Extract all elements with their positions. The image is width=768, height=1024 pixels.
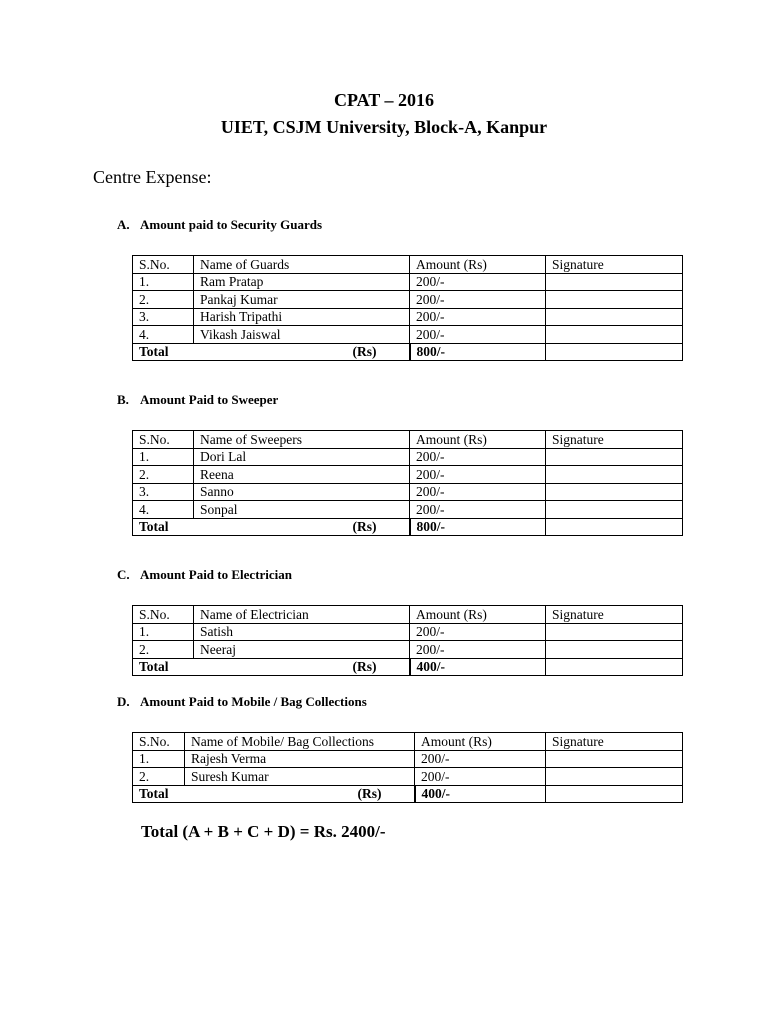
table-header-row <box>133 733 683 751</box>
total-label-cell <box>133 343 410 361</box>
sno-cell: 4. <box>133 501 194 519</box>
signature-cell <box>546 785 683 803</box>
amount-cell: 200/- <box>410 273 546 291</box>
column-header: Signature <box>546 431 683 449</box>
column-header: Name of Mobile/ Bag Collections <box>185 733 415 751</box>
table-header-row <box>133 256 683 274</box>
name-cell: Neeraj <box>194 641 410 659</box>
table-row <box>133 291 683 309</box>
table-row <box>133 501 683 519</box>
amount-cell: 200/- <box>410 326 546 344</box>
table-row <box>133 768 683 786</box>
sno-cell: 3. <box>133 308 194 326</box>
table-row <box>133 448 683 466</box>
section-c-heading <box>117 567 292 583</box>
amount-cell: 200/- <box>415 768 546 786</box>
sno-cell: 1. <box>133 273 194 291</box>
total-unit: (Rs) <box>352 343 377 359</box>
table-header-row <box>133 606 683 624</box>
signature-cell <box>546 273 683 291</box>
section-letter: C. <box>117 567 130 582</box>
name-cell: Sanno <box>194 483 410 501</box>
amount-cell: 200/- <box>415 750 546 768</box>
document-subtitle: UIET, CSJM University, Block-A, Kanpur <box>220 117 548 137</box>
signature-cell <box>546 343 683 361</box>
signature-cell <box>546 448 683 466</box>
name-cell: Harish Tripathi <box>194 308 410 326</box>
signature-cell <box>546 750 683 768</box>
column-header: Signature <box>546 256 683 274</box>
security-guards-table <box>132 255 683 361</box>
column-header: S.No. <box>133 606 194 624</box>
column-header: Amount (Rs) <box>410 431 546 449</box>
total-label-cell <box>133 785 415 803</box>
name-cell: Ram Pratap <box>194 273 410 291</box>
total-amount: 400/- <box>410 658 546 676</box>
total-row <box>133 343 683 361</box>
column-header: Name of Guards <box>194 256 410 274</box>
column-header: Amount (Rs) <box>410 606 546 624</box>
section-title: Amount paid to Security Guards <box>140 217 323 232</box>
amount-cell: 200/- <box>410 466 546 484</box>
section-title: Amount Paid to Sweeper <box>140 392 279 407</box>
column-header: S.No. <box>133 431 194 449</box>
sno-cell: 2. <box>133 466 194 484</box>
electrician-table <box>132 605 683 676</box>
signature-cell <box>546 326 683 344</box>
amount-cell: 200/- <box>410 308 546 326</box>
section-letter: D. <box>117 694 130 709</box>
sno-cell: 1. <box>133 750 185 768</box>
column-header: Signature <box>546 606 683 624</box>
total-amount: 800/- <box>410 518 546 536</box>
name-cell: Vikash Jaiswal <box>194 326 410 344</box>
section-letter: A. <box>117 217 130 232</box>
total-label-cell <box>133 518 410 536</box>
signature-cell <box>546 483 683 501</box>
signature-cell <box>546 308 683 326</box>
table-row <box>133 466 683 484</box>
column-header: S.No. <box>133 733 185 751</box>
column-header: Amount (Rs) <box>410 256 546 274</box>
sno-cell: 1. <box>133 448 194 466</box>
amount-cell: 200/- <box>410 483 546 501</box>
sweepers-table <box>132 430 683 536</box>
total-row <box>133 658 683 676</box>
signature-cell <box>546 768 683 786</box>
signature-cell <box>546 518 683 536</box>
table-row <box>133 623 683 641</box>
name-cell: Reena <box>194 466 410 484</box>
total-row <box>133 518 683 536</box>
mobile-bag-collections-table <box>132 732 683 803</box>
table-header-row <box>133 431 683 449</box>
table-row <box>133 750 683 768</box>
column-header: Signature <box>546 733 683 751</box>
total-amount: 800/- <box>410 343 546 361</box>
total-amount: 400/- <box>415 785 546 803</box>
signature-cell <box>546 466 683 484</box>
sno-cell: 3. <box>133 483 194 501</box>
name-cell: Rajesh Verma <box>185 750 415 768</box>
amount-cell: 200/- <box>410 501 546 519</box>
centre-expense-label: Centre Expense: <box>93 167 212 187</box>
sno-cell: 1. <box>133 623 194 641</box>
total-label: Total <box>139 344 169 360</box>
amount-cell: 200/- <box>410 641 546 659</box>
total-unit: (Rs) <box>352 518 377 534</box>
amount-cell: 200/- <box>410 448 546 466</box>
total-unit: (Rs) <box>352 658 377 674</box>
name-cell: Pankaj Kumar <box>194 291 410 309</box>
column-header: S.No. <box>133 256 194 274</box>
section-title: Amount Paid to Mobile / Bag Collections <box>140 694 367 709</box>
sno-cell: 2. <box>133 641 194 659</box>
name-cell: Sonpal <box>194 501 410 519</box>
column-header: Amount (Rs) <box>415 733 546 751</box>
table-row <box>133 641 683 659</box>
signature-cell <box>546 291 683 309</box>
table-row <box>133 308 683 326</box>
column-header: Name of Electrician <box>194 606 410 624</box>
section-d-heading <box>117 694 367 710</box>
sno-cell: 4. <box>133 326 194 344</box>
signature-cell <box>546 658 683 676</box>
column-header: Name of Sweepers <box>194 431 410 449</box>
name-cell: Dori Lal <box>194 448 410 466</box>
total-label: Total <box>139 659 169 675</box>
total-row <box>133 785 683 803</box>
name-cell: Satish <box>194 623 410 641</box>
section-title: Amount Paid to Electrician <box>140 567 293 582</box>
total-label: Total <box>139 519 169 535</box>
total-unit: (Rs) <box>357 785 382 801</box>
signature-cell <box>546 501 683 519</box>
table-row <box>133 326 683 344</box>
table-row <box>133 483 683 501</box>
signature-cell <box>546 641 683 659</box>
total-label: Total <box>139 786 169 802</box>
amount-cell: 200/- <box>410 291 546 309</box>
amount-cell: 200/- <box>410 623 546 641</box>
section-letter: B. <box>117 392 129 407</box>
section-a-heading <box>117 217 322 233</box>
table-row <box>133 273 683 291</box>
total-label-cell <box>133 658 410 676</box>
grand-total: Total (A + B + C + D) = Rs. 2400/- <box>141 822 386 841</box>
signature-cell <box>546 623 683 641</box>
name-cell: Suresh Kumar <box>185 768 415 786</box>
section-b-heading <box>117 392 278 408</box>
sno-cell: 2. <box>133 291 194 309</box>
sno-cell: 2. <box>133 768 185 786</box>
document-title: CPAT – 2016 <box>333 90 434 110</box>
